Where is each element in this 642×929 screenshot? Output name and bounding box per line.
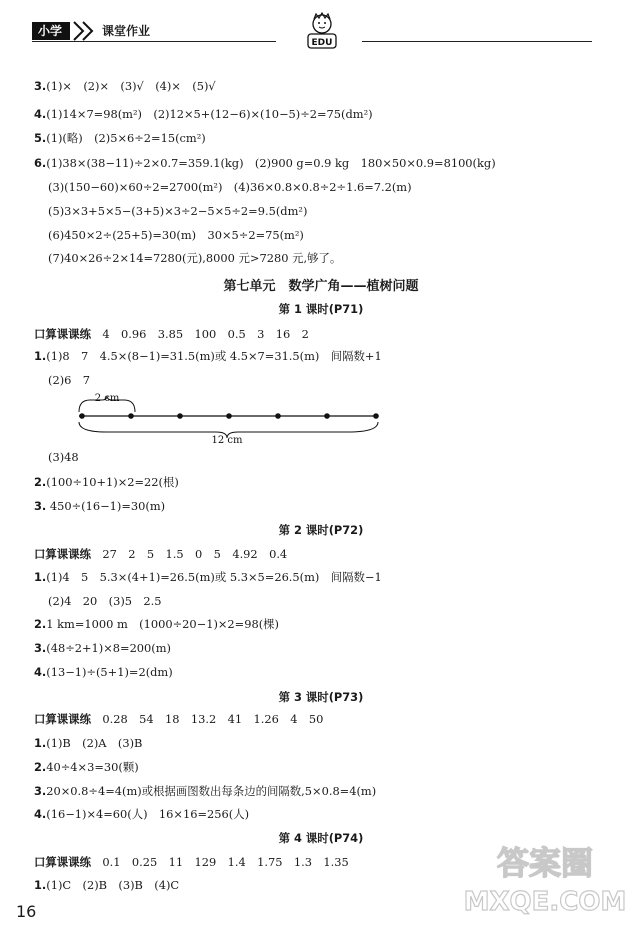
- tree-dot: [324, 413, 330, 419]
- answer-line: 2.40÷4×3=30(颗): [34, 760, 139, 774]
- answer-line: 4.(16−1)×4=60(人) 16×16=256(人): [34, 807, 250, 821]
- answer-line: 5.(1)(略) (2)5×6÷2=15(cm²): [34, 131, 206, 145]
- double-chevron-icon: [72, 20, 98, 42]
- answer-line: (5)3×3+5×5−(3+5)×3÷2−5×5÷2=9.5(dm²): [48, 204, 308, 218]
- lesson-title: 第 1 课时(P71): [278, 302, 364, 316]
- oral-practice-line: 口算课课练 27 2 5 1.5 0 5 4.92 0.4: [34, 547, 288, 561]
- answer-line: 1.(1)B (2)A (3)B: [34, 736, 143, 750]
- diagram-top-label: 2 cm: [94, 393, 120, 404]
- answer-line: 2.(100÷10+1)×2=22(根): [34, 475, 179, 489]
- oral-practice-line: 口算课课练 4 0.96 3.85 100 0.5 3 16 2: [34, 327, 309, 341]
- answer-line: 3.(48÷2+1)×8=200(m): [34, 641, 171, 655]
- watermark-line1: 答案圈: [496, 844, 594, 882]
- answer-line: 4.(1)14×7=98(m²) (2)12×5+(12−6)×(10−5)÷2=75(dm²): [34, 107, 373, 121]
- watermark-line2: MXQE.COM: [463, 887, 627, 917]
- header-rule-left: [32, 41, 276, 42]
- tree-spacing-diagram: [76, 392, 386, 444]
- header-section-tag: 小学: [32, 22, 70, 40]
- oral-practice-line: 口算课课练 0.28 54 18 13.2 41 1.26 4 50: [34, 712, 324, 726]
- answer-line: 3. 450÷(16−1)=30(m): [34, 499, 166, 513]
- mascot-text: EDU: [311, 38, 333, 48]
- lesson-title: 第 3 课时(P73): [278, 690, 364, 704]
- tree-dot: [177, 413, 183, 419]
- diagram-bottom-label: 12 cm: [211, 435, 243, 444]
- unit-title: 第七单元 数学广角——植树问题: [223, 279, 419, 294]
- tree-dot: [128, 413, 134, 419]
- answer-line: (3)(150−60)×60÷2=2700(m²) (4)36×0.8×0.8÷2÷1.6=7.2(m): [48, 180, 412, 194]
- answer-line: 3.(1)× (2)× (3)√ (4)× (5)√: [34, 79, 216, 93]
- header-rule-right: [362, 41, 592, 42]
- watermark-logo: [460, 838, 630, 918]
- answer-line: (3)48: [48, 450, 79, 464]
- mascot-icon: [294, 10, 350, 54]
- answer-line: (2)6 7: [48, 373, 91, 387]
- answer-line: 1.(1)C (2)B (3)B (4)C: [34, 878, 180, 892]
- tree-dot: [79, 413, 85, 419]
- lesson-title: 第 4 课时(P74): [278, 831, 364, 845]
- answer-line: (7)40×26÷2×14=7280(元),8000 元>7280 元,够了。: [48, 251, 342, 265]
- answer-line: 1.(1)8 7 4.5×(8−1)=31.5(m)或 4.5×7=31.5(m) 间隔数+1: [34, 349, 382, 363]
- answer-line: 2.1 km=1000 m (1000÷20−1)×2=98(棵): [34, 617, 279, 631]
- answer-line: (6)450×2÷(25+5)=30(m) 30×5÷2=75(m²): [48, 228, 304, 242]
- lesson-title: 第 2 课时(P72): [278, 523, 364, 537]
- answer-line: (2)4 20 (3)5 2.5: [48, 594, 162, 608]
- tree-dot: [275, 413, 281, 419]
- answer-line: 1.(1)4 5 5.3×(4+1)=26.5(m)或 5.3×5=26.5(m) 间隔数−1: [34, 570, 382, 584]
- header-subject: 课堂作业: [102, 24, 151, 38]
- tree-dot: [373, 413, 379, 419]
- tree-dot: [226, 413, 232, 419]
- page-number: 16: [16, 902, 37, 921]
- answer-line: 4.(13−1)÷(5+1)=2(dm): [34, 665, 173, 679]
- oral-practice-line: 口算课课练 0.1 0.25 11 129 1.4 1.75 1.3 1.35: [34, 855, 349, 869]
- answer-line: 6.(1)38×(38−11)÷2×0.7=359.1(kg) (2)900 g=0.9 kg 180×50×0.9=8100(kg): [34, 156, 496, 170]
- answer-line: 3.20×0.8÷4=4(m)或根据画图数出每条边的间隔数,5×0.8=4(m): [34, 784, 377, 798]
